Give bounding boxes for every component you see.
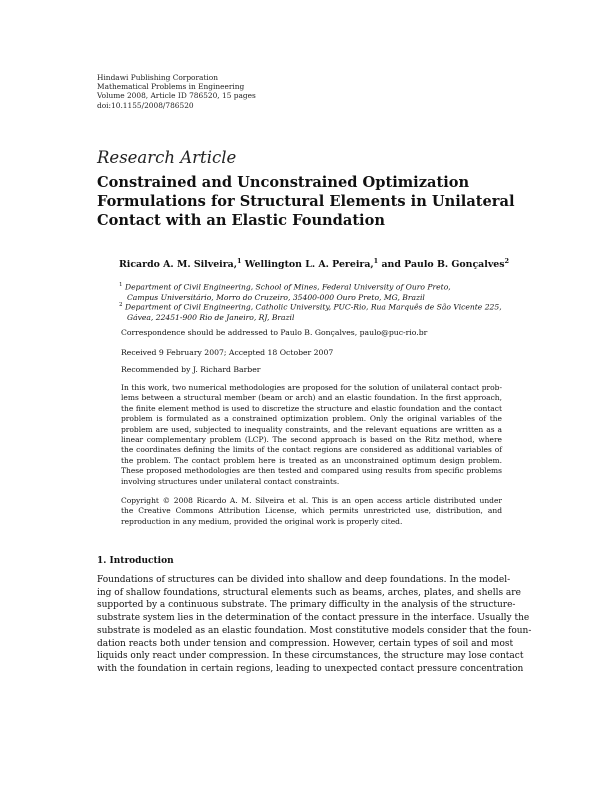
author-name: Ricardo A. M. Silveira, [119, 259, 237, 271]
affiliation-text: Gávea, 22451-900 Rio de Janeiro, RJ, Brazil [127, 312, 295, 322]
title-line: Constrained and Unconstrained Optimization [97, 174, 470, 191]
affiliation [119, 300, 502, 323]
abstract-line: involving structures under unilateral contact constraints. [121, 476, 340, 486]
title-line: Formulations for Structural Elements in Unilateral [97, 193, 515, 210]
doi-line: doi:10.1155/2008/786520 [97, 100, 194, 110]
article-type: Research Article [97, 148, 237, 167]
copyright-line: the Creative Commons Attribution License, which permits unrestricted use, distribution, and [121, 506, 502, 516]
author-affiliation-mark: 2 [504, 257, 510, 265]
abstract [121, 383, 502, 487]
body-line: liquids only react under compression. In these circumstances, the structure may lose contact [97, 651, 524, 662]
received-dates: Received 9 February 2007; Accepted 18 October 2007 [121, 348, 334, 357]
copyright-line: reproduction in any medium, provided the original work is properly cited. [121, 516, 403, 526]
abstract-line: the finite element method is used to discretize the structure and elastic foundation and the contact [121, 403, 502, 413]
abstract-line: the problem. The contact problem here is treated as an unconstrained optimum design problem. [121, 455, 502, 465]
author-list [119, 257, 509, 270]
title-line: Contact with an Elastic Foundation [97, 212, 385, 229]
abstract-line: linear complementary problem (LCP). The second approach is based on the Ritz method, where [121, 435, 502, 445]
copyright-line: Copyright © 2008 Ricardo A. M. Silveira et al. This is an open access article distributed under [121, 496, 502, 505]
recommended-by: Recommended by J. Richard Barber [121, 365, 261, 374]
author-affiliation-mark: 1 [237, 257, 242, 265]
journal-header [97, 73, 256, 110]
body-line: supported by a continuous substrate. The primary difficulty in the analysis of the structure- [97, 600, 516, 611]
body-line: with the foundation in certain regions, leading to unexpected contact pressure concentration [97, 663, 524, 674]
abstract-line: These proposed methodologies are then tested and compared using results from specific problems [121, 466, 502, 476]
author-affiliation-mark: 1 [373, 257, 379, 265]
body-line: ing of shallow foundations, structural elements such as beams, arches, plates, and shells are [97, 587, 521, 598]
abstract-line: the coordinates defining the limits of the contact regions are considered as additional variables of [121, 445, 502, 455]
affiliation-text: Department of Civil Engineering, School of Mines, Federal University of Ouro Preto, [124, 282, 451, 292]
section-heading: 1. Introduction [97, 556, 174, 566]
correspondence: Correspondence should be addressed to Paulo B. Gonçalves, paulo@puc-rio.br [121, 328, 428, 337]
author-name: and Paulo B. Gonçalves [381, 259, 505, 271]
volume-line: Volume 2008, Article ID 786520, 15 pages [97, 91, 256, 101]
abstract-line: In this work, two numerical methodologies are proposed for the solution of unilateral contact prob- [121, 383, 502, 392]
affiliation-number: 1 [119, 282, 123, 288]
journal-line: Mathematical Problems in Engineering [97, 82, 245, 92]
publisher-line: Hindawi Publishing Corporation [97, 73, 218, 82]
introduction-body [97, 574, 532, 676]
body-line: substrate system lies in the determination of the contact pressure in the interface. Usually the [97, 613, 530, 624]
paper-title [97, 173, 517, 230]
abstract-line: problem is formulated as a constrained optimization problem. Only the original variables of the [121, 414, 502, 424]
body-line: dation reacts both under tension and compression. However, certain types of soil and most [97, 638, 514, 649]
copyright-notice [121, 496, 502, 527]
abstract-line: problem are used, subjected to inequality constraints, and the relevant equations are written as a [121, 424, 502, 434]
affiliation-text: Campus Universitário, Morro do Cruzeiro, 35400-000 Ouro Preto, MG, Brazil [127, 292, 425, 302]
affiliation-number: 2 [119, 302, 123, 308]
author-name: Wellington L. A. Pereira, [244, 259, 374, 271]
abstract-line: lems between a structural member (beam or arch) and an elastic foundation. In the first approach, [121, 393, 502, 403]
affiliation-text: Department of Civil Engineering, Catholic University, PUC-Rio, Rua Marquês de São Vicente 225, [124, 302, 502, 312]
body-line: Foundations of structures can be divided into shallow and deep foundations. In the model- [97, 575, 511, 585]
body-line: substrate is modeled as an elastic foundation. Most constitutive models consider that the foun- [97, 625, 532, 636]
